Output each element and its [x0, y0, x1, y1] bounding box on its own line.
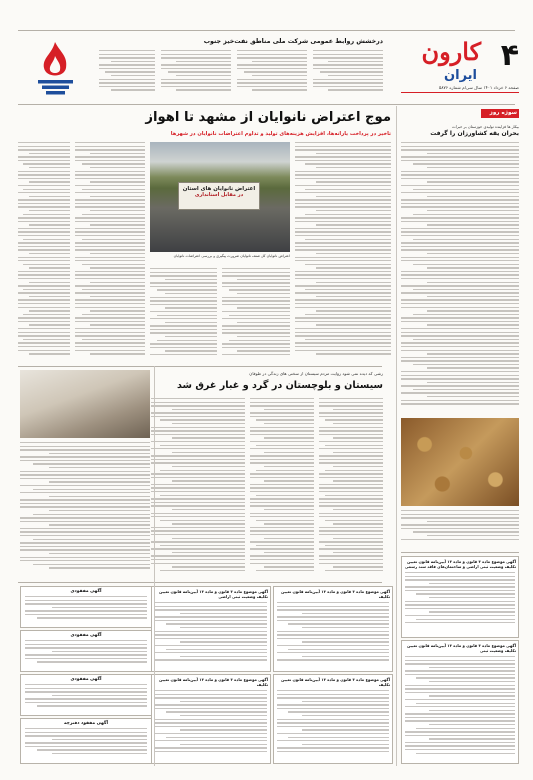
protest-banner	[178, 182, 260, 210]
lost-notice-2-body	[25, 640, 147, 666]
legal-notice-4	[151, 586, 271, 672]
logo-name: کارون	[421, 37, 481, 66]
lost-notice-1-title: آگهی مفقودی	[70, 589, 102, 594]
storm-story-headline: سیستان و بلوچستان در گرد و غبار غرق شد	[177, 380, 383, 391]
main-col-4	[75, 142, 145, 362]
top-news-col-4	[99, 50, 155, 100]
legal-notice-4-body	[155, 602, 267, 666]
main-story-subhead: تأخیر در پرداخت یارانه‌ها، افزایش هزینه‌های تولید و تداوم اعتراضات نانوایان در شهرها	[170, 131, 391, 137]
legal-notice-5-title: آگهی موضوع ماده ۳ قانون و ماده ۱۳ آیین‌نامه قانون تعیین تکلیف	[281, 677, 390, 687]
legal-notice-1-body	[405, 572, 515, 628]
legal-notice-2-title: آگهی موضوع ماده ۳ قانون و ماده ۱۳ آیین‌نامه قانون تعیین تکلیف وضعیت ثبتی	[407, 643, 516, 653]
legal-notice-6-body	[155, 690, 267, 758]
legal-notice-3-body	[277, 602, 389, 666]
side-story-body	[401, 142, 519, 414]
protest-photo	[150, 142, 290, 252]
legal-notice-3	[273, 586, 393, 672]
main-col-3	[150, 268, 217, 362]
column-rule-right	[396, 106, 397, 766]
hot-label-text: سوژه روز	[489, 110, 517, 116]
legal-notice-6-title: آگهی موضوع ماده ۳ قانون و ماده ۱۳ آیین‌نامه قانون تعیین تکلیف	[159, 677, 268, 687]
main-col-2	[222, 268, 290, 362]
main-story-headline: موج اعتراض نانوایان از مشهد تا اهواز	[145, 110, 391, 125]
main-col-1	[295, 142, 391, 362]
side-story-continued	[401, 510, 519, 548]
sandstorm-photo	[20, 370, 150, 438]
masthead-bottom-rule	[18, 104, 515, 105]
lost-notice-1-body	[25, 596, 147, 622]
protest-banner-line-2: در مقابل استانداری	[194, 192, 244, 198]
legal-notice-3-title: آگهی موضوع ماده ۳ قانون و ماده ۱۳ آیین‌نامه قانون تعیین تکلیف	[281, 589, 390, 599]
bottom-ads-rule	[18, 582, 382, 583]
legal-notice-1	[401, 556, 519, 638]
top-news-headline: درخشش روابط عمومی شرکت ملی مناطق نفت‌خیز جنوب	[203, 38, 383, 45]
brand-logo	[411, 37, 481, 71]
top-rule	[18, 30, 515, 31]
top-news-col-2	[237, 50, 307, 100]
oil-company-logo	[28, 38, 83, 96]
legal-notice-5	[273, 674, 393, 764]
lost-notice-2-title: آگهی مفقودی	[70, 633, 102, 638]
legal-notice-1-title: آگهی موضوع ماده ۳ قانون و ماده ۱۳ آیین‌نامه قانون تعیین تکلیف وضعیت ثبتی اراضی و ساختمان‌های فاقد سند رسمی	[404, 559, 516, 569]
lost-notice-3-title: آگهی مفقودی	[70, 677, 102, 682]
potato-harvest-photo	[401, 418, 519, 506]
column-rule-left	[154, 366, 155, 766]
storm-story-kicker: رشی که دیده نمی شود روایت مردم سیستان از سختی های زندگی در طوفان	[249, 371, 383, 376]
protest-photo-caption: اعتراض نانوایان کل صنف نانوایان ضرورت پیگیری و بررسی اعتراضات نانوایان	[173, 254, 290, 258]
legal-notice-4-title: آگهی موضوع ماده ۳ قانون و ماده ۱۳ آیین‌نامه قانون تعیین تکلیف وضعیت ثبتی اراضی	[159, 589, 268, 599]
side-story-headline: بحران یقه کشاورزان را گرفت	[430, 130, 519, 137]
storm-col-1	[319, 398, 383, 578]
lost-notice-3	[20, 674, 152, 716]
side-story-kicker: بیکار ها فزاینده تولیدی خوزستان بر خبرات	[452, 124, 519, 129]
top-news-col-1	[313, 50, 383, 100]
lost-notice-1	[20, 586, 152, 628]
main-col-5	[18, 142, 70, 362]
issue-line: صفحه ۶ خرداد ۱۴۰۱ سال سی‌ام شماره ۵۸۷۶	[438, 85, 519, 90]
main-story-divider	[18, 366, 382, 367]
lost-notice-2	[20, 630, 152, 672]
legal-notice-2-body	[405, 656, 515, 760]
legal-notice-5-body	[277, 690, 389, 758]
lost-notice-4-title: آگهی مفقود دفترچه	[64, 721, 108, 726]
legal-notice-6	[151, 674, 271, 764]
section-name: ایران	[444, 68, 477, 83]
right-notices-rule	[401, 552, 519, 553]
lost-notice-4	[20, 718, 152, 764]
lost-notice-3-body	[25, 684, 147, 710]
storm-col-4	[20, 442, 150, 578]
lost-notice-4-body	[25, 728, 147, 758]
page-number: ۴	[500, 38, 519, 73]
storm-col-2	[250, 398, 314, 578]
storm-col-3	[151, 398, 245, 578]
masthead-underline	[401, 92, 519, 93]
protest-banner-line-1: اعتراض نانوایان های استان	[182, 186, 256, 192]
legal-notice-2	[401, 640, 519, 764]
top-news-col-3	[161, 50, 231, 100]
